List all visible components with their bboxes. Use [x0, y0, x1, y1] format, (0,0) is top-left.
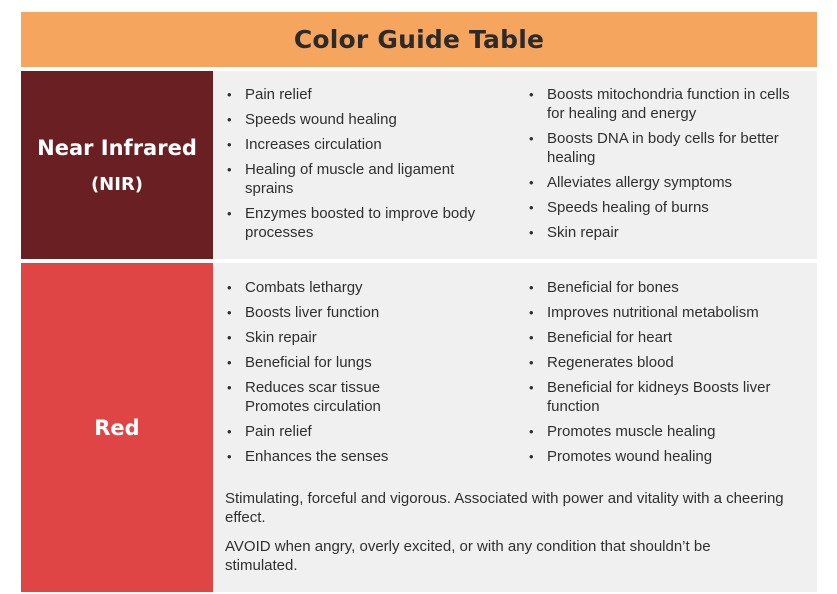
list-item: • Skin repair: [227, 329, 317, 346]
list-item: • Promotes muscle healing: [529, 423, 716, 440]
bullet-icon: •: [227, 112, 232, 127]
bullet-icon: •: [227, 305, 232, 320]
row-label-red: Red: [94, 415, 140, 440]
list-item: • Pain relief: [227, 423, 312, 440]
bullet-icon: •: [227, 280, 232, 295]
bullet-icon: •: [227, 206, 232, 221]
list-item: • Enhances the senses: [227, 448, 389, 465]
bullet-icon: •: [529, 424, 534, 439]
page-title: Color Guide Table: [293, 25, 545, 54]
benefits-list-left: [227, 278, 509, 472]
row-content-nir: [213, 71, 817, 259]
list-item: • Beneficial for bones: [529, 279, 679, 296]
list-item: • Boosts liver function: [227, 304, 380, 321]
list-item: • Enzymes boosted to improve body processes: [227, 205, 476, 241]
list-item: • Speeds healing of burns: [529, 199, 709, 216]
row-label-cell-nir: [21, 71, 213, 259]
color-warning: AVOID when angry, overly excited, or with any condition that shouldn’t be stimulated.: [225, 538, 711, 574]
row-label-cell-red: [21, 263, 213, 592]
list-item: • Regenerates blood: [529, 354, 674, 371]
bullet-icon: •: [529, 175, 534, 190]
bullet-icon: •: [227, 137, 232, 152]
list-item: • Pain relief: [227, 86, 312, 103]
bullet-icon: •: [529, 280, 534, 295]
list-item: • Improves nutritional metabolism: [529, 304, 759, 321]
bullet-icon: •: [529, 355, 534, 370]
list-item: • Boosts mitochondria function in cells for healing and energy: [529, 86, 790, 122]
table-row-nir: [21, 71, 817, 259]
list-item: • Healing of muscle and ligament sprains: [227, 161, 455, 197]
list-item: • Promotes wound healing: [529, 448, 713, 465]
bullet-icon: •: [227, 449, 232, 464]
row-label-nir: Near Infrared: [37, 135, 197, 160]
list-item: • Beneficial for kidneys Boosts liver function: [529, 379, 771, 415]
bullet-icon: •: [529, 449, 534, 464]
bullet-icon: •: [529, 131, 534, 146]
bullet-icon: •: [529, 330, 534, 345]
benefits-list-right: [529, 278, 811, 472]
bullet-icon: •: [227, 330, 232, 345]
bullet-icon: •: [227, 380, 232, 395]
table-row-red: [21, 263, 817, 592]
bullet-icon: •: [529, 225, 534, 240]
list-item: • Reduces scar tissue Promotes circulation: [227, 379, 381, 415]
bullet-icon: •: [227, 87, 232, 102]
bullet-icon: •: [529, 87, 534, 102]
list-item: • Combats lethargy: [227, 279, 363, 296]
list-item: • Beneficial for heart: [529, 329, 673, 346]
list-item: • Speeds wound healing: [227, 111, 397, 128]
bullet-icon: •: [227, 424, 232, 439]
benefits-list-right: [529, 85, 811, 248]
row-sublabel-nir: (NIR): [90, 173, 144, 195]
color-description: Stimulating, forceful and vigorous. Associated with power and vitality with a cheering effect.: [225, 490, 784, 526]
bullet-icon: •: [529, 200, 534, 215]
bullet-icon: •: [529, 380, 534, 395]
table-header: [21, 12, 817, 67]
bullet-icon: •: [529, 305, 534, 320]
list-item: • Alleviates allergy symptoms: [529, 174, 733, 191]
bullet-icon: •: [227, 355, 232, 370]
list-item: • Increases circulation: [227, 136, 382, 153]
list-item: • Beneficial for lungs: [227, 354, 372, 371]
bullet-icon: •: [227, 162, 232, 177]
row-content-red: [213, 263, 817, 592]
list-item: • Boosts DNA in body cells for better healing: [529, 130, 779, 166]
benefits-list-left: [227, 85, 509, 248]
list-item: • Skin repair: [529, 224, 619, 241]
